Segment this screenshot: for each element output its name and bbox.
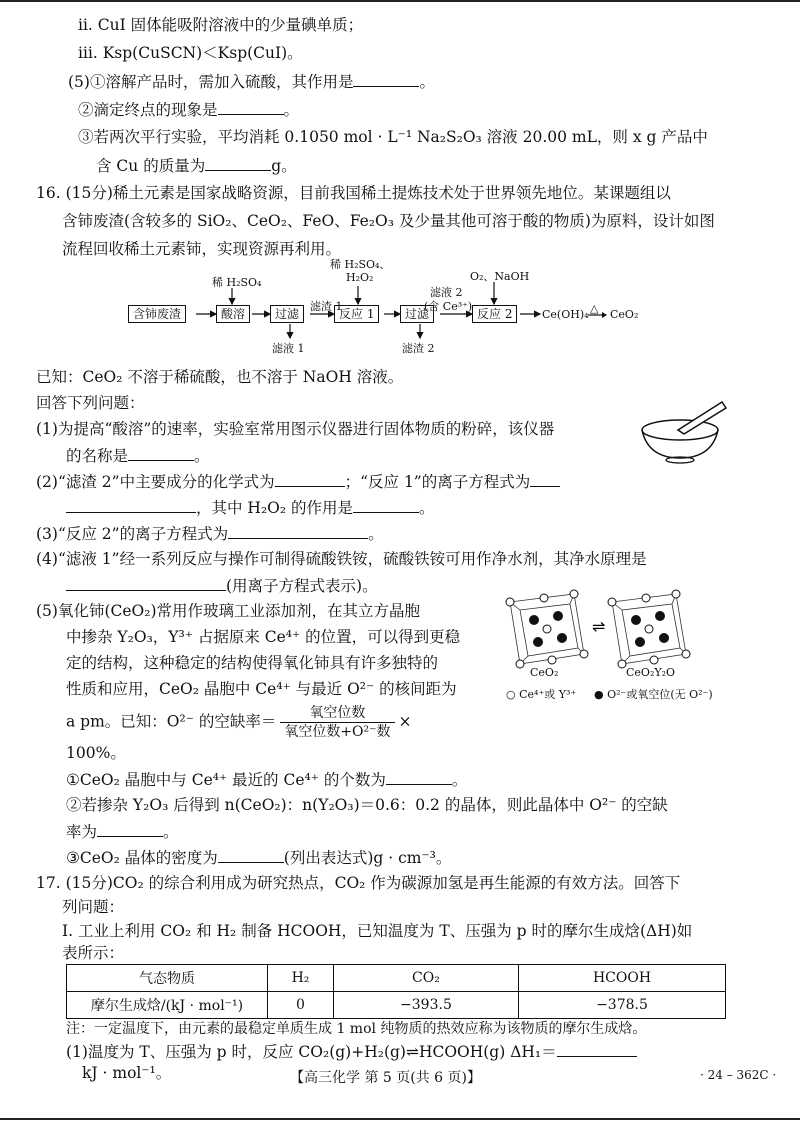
text-line: 已知：CeO₂ 不溶于稀硫酸，也不溶于 NaOH 溶液。 [36, 368, 404, 386]
flow-box: 过滤 [400, 305, 434, 323]
table-header-row [67, 965, 726, 992]
flow-box: 反应 1 [334, 305, 379, 323]
flow-box: 反应 2 [472, 305, 517, 323]
table-header: HCOOH [518, 965, 725, 992]
text-line: (5)①溶解产品时，需加入硫酸，其作用是 。 [68, 70, 435, 93]
text-line: ⅱ. CuI 固体能吸附溶液中的少量碘单质； [78, 16, 364, 34]
table-cell: 0 [268, 992, 334, 1019]
crystal-caption: CeO₂ [530, 666, 559, 679]
legend-o: ● O²⁻或氧空位(无 O²⁻) [594, 688, 713, 701]
text-line: ，其中 H₂O₂ 的作用是 。 [66, 496, 435, 519]
text-line: (用离子方程式表示)。 [66, 574, 378, 597]
text-line: Ⅰ. 工业上利用 CO₂ 和 H₂ 制备 HCOOH，已知温度为 T、压强为 p 时的摩尔生成焓(ΔH)如 [62, 922, 693, 940]
crystal-caption: CeO₂Y₂O [626, 666, 676, 679]
flow-arrow [588, 311, 608, 319]
table-cell: −393.5 [333, 992, 518, 1019]
text-line: (1)温度为 T、压强为 p 时，反应 CO₂(g)+H₂(g)⇌HCOOH(g) ΔH₁＝ [66, 1040, 637, 1063]
text-line: (3)“反应 2”的离子方程式为 。 [36, 522, 384, 545]
flow-label: 滤液 1 [272, 342, 305, 355]
text-line: 含铈废渣(含较多的 SiO₂、CeO₂、FeO、Fe₂O₃ 及少量其他可溶于酸的物质)为原料，设计如图 [62, 212, 715, 230]
flow-label: 稀 H₂SO₄、 [330, 258, 391, 271]
text-line: ②若掺杂 Y₂O₃ 后得到 n(CeO₂)：n(Y₂O₃)＝0.6：0.2 的晶体，则此晶体中 O²⁻ 的空缺 [66, 796, 668, 814]
text-line: 回答下列问题： [36, 394, 145, 412]
flow-box: 含铈废渣 [128, 305, 186, 323]
text-line: 100%。 [66, 744, 126, 762]
text-line: 表所示： [62, 944, 125, 962]
text-line: 的名称是 。 [66, 444, 210, 467]
flow-label: 滤渣 2 [402, 342, 435, 355]
flow-label: Ce(OH)₄ [542, 308, 589, 321]
enthalpy-table [66, 964, 726, 1019]
note-line: 注：一定温度下，由元素的最稳定单质生成 1 mol 纯物质的热效应称为该物质的摩尔生成焓。 [66, 1021, 647, 1037]
text-line: 流程回收稀土元素铈，实现资源再利用。 [62, 240, 342, 258]
flow-label: 滤液 2 [430, 286, 463, 299]
flow-label: 滤渣 1 [310, 300, 343, 313]
text-line: ②滴定终点的现象是 。 [78, 98, 299, 121]
flow-label: O₂、NaOH [470, 270, 530, 283]
text-line: a pm。已知：O²⁻ 的空缺率＝ $\frac{\text{氧空位数}}{\text{氧空位数+O²⁻数}}$ × [66, 705, 412, 740]
flow-label: CeO₂ [610, 308, 639, 321]
table-header: 气态物质 [67, 965, 268, 992]
text-line: 性质和应用，CeO₂ 晶胞中 Ce⁴⁺ 与最近 O²⁻ 的核间距为 [66, 680, 457, 698]
text-line: ③CeO₂ 晶体的密度为 (列出表达式)g · cm⁻³。 [66, 846, 451, 869]
question-17: 17. (15分)CO₂ 的综合利用成为研究热点，CO₂ 作为碳源加氢是再生能源的有效方法。回答下 [36, 874, 681, 892]
table-cell: 摩尔生成焓/(kJ · mol⁻¹) [67, 992, 268, 1019]
text-line: ⅲ. Ksp(CuSCN)＜Ksp(CuI)。 [78, 44, 303, 62]
text-line: (1)为提高“酸溶”的速率，实验室常用图示仪器进行固体物质的粉碎，该仪器 [36, 420, 555, 438]
text-line: (5)氧化铈(CeO₂)常用作玻璃工业添加剂，在其立方晶胞 [36, 602, 421, 620]
text-line: 定的结构，这种稳定的结构使得氧化铈具有许多独特的 [66, 654, 439, 672]
legend-ce: ○ Ce⁴⁺或 Y³⁺ [506, 688, 577, 701]
table-cell: −378.5 [518, 992, 725, 1019]
vacancy-fraction: $\frac{\text{氧空位数}}{\text{氧空位数+O²⁻数}}$ [280, 704, 394, 741]
mortar-pestle-icon [638, 396, 730, 466]
bottom-border [0, 1118, 800, 1120]
footer-right: · 24 – 362C · [700, 1068, 777, 1082]
text-line: ③若两次平行实验，平均消耗 0.1050 mol · L⁻¹ Na₂S₂O₃ 溶液 20.00 mL，则 x g 产品中 [78, 128, 708, 146]
text-line: (2)“滤渣 2”中主要成分的化学式为 ；“反应 1”的离子方程式为 [36, 470, 560, 493]
svg-text:⇌: ⇌ [592, 617, 606, 636]
table-header: H₂ [268, 965, 334, 992]
flow-label: (含 Ce³⁺) [424, 300, 473, 313]
flow-label: 稀 H₂SO₄ [212, 276, 262, 289]
text-line: 含 Cu 的质量为 g。 [96, 154, 297, 177]
top-border [0, 0, 800, 2]
text-line: 率为 。 [66, 820, 179, 843]
table-header: CO₂ [333, 965, 518, 992]
question-16: 16. (15分)稀土元素是国家战略资源，目前我国稀土提炼技术处于世界领先地位。某课题组以 [36, 184, 671, 202]
text-line: kJ · mol⁻¹。 [82, 1062, 177, 1084]
flow-label: H₂O₂ [346, 271, 374, 284]
process-flowchart [120, 258, 680, 358]
text-line: 中掺杂 Y₂O₃，Y³⁺ 占据原来 Ce⁴⁺ 的位置，可以得到更稳 [66, 628, 461, 646]
flow-label: △ [590, 302, 599, 315]
crystal-structure-figure [500, 584, 735, 696]
footer-center: 【高三化学 第 5 页(共 6 页)】 [290, 1070, 481, 1086]
text-line: ①CeO₂ 晶胞中与 Ce⁴⁺ 最近的 Ce⁴⁺ 的个数为 。 [66, 768, 467, 791]
text-line: 列问题： [62, 898, 125, 916]
flow-box: 酸溶 [216, 305, 250, 323]
table-row [67, 992, 726, 1019]
flow-box: 过滤 [270, 305, 304, 323]
text-line: (4)“滤液 1”经一系列反应与操作可制得硫酸铁铵，硫酸铁铵可用作净水剂，其净水原理是 [36, 550, 647, 568]
